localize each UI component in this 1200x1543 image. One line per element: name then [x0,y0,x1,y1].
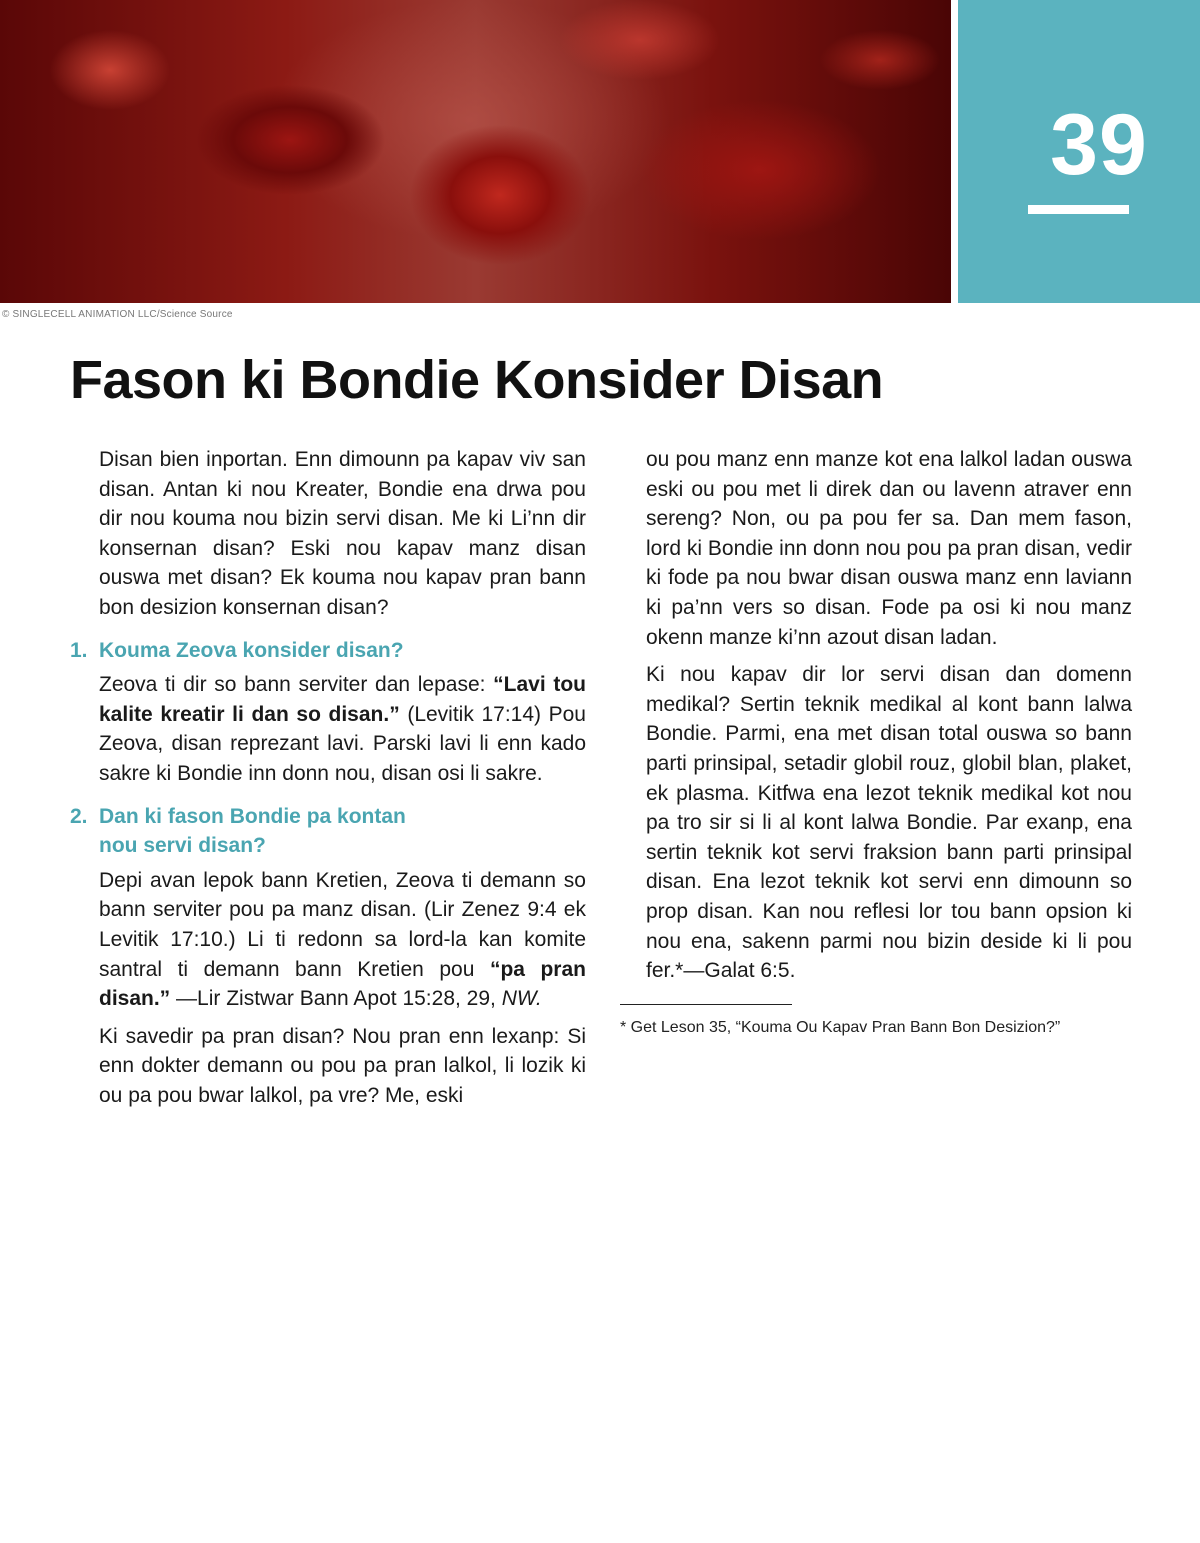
chapter-underline [1028,205,1129,214]
section-2-ref: NW. [501,987,542,1011]
section-1-text-b: (Levitik 17:14) Pou Zeova, disan reprezant lavi. Parski lavi li enn kado sakre ki Bondie inn donn nou, disan osi li sakre. [99,702,586,785]
section-2-paragraph-2: Ki savedir pa pran disan? Nou pran enn lexanp: Si enn dokter demann ou pou pa pran lalkol, li lozik ki ou pa pou bwar lalkol, pa vre? Me, eski [99,1024,586,1107]
intro-paragraph: Disan bien inportan. Enn dimounn pa kapav viv san disan. Antan ki nou Kreater, Bondie ena drwa pou dir nou kouma nou bizin servi disan. Me ki Li’nn dir konsernan disan? Eski nou kapav manz disan ouswa met disan? Ek kouma nou kapav pran bann bon desizion konsernan disan? [99,448,586,619]
section-1-quote: “Lavi tou kalite kreatir li dan so disan.” [99,673,586,726]
section-2-paragraph-3: Ki nou kapav dir lor servi disan dan domenn medikal? Sertin teknik medikal al kont bann lalwa Bondie. Parmi, ena met disan total ouswa so bann parti prinsipal, setadir globil rouz, globil blan, plaket, ek plasma. Kitfwa ena lezot teknik medikal kot nou pa tro sir si li al kont lalwa Bondie. Par exanp, ena sertin teknik kot servi fraksion bann parti prinsipal disan. Ena lezot teknik kot servi enn dimounn so prop disan. Kan nou reflesi lor tou bann opsion ki nou ena, sakenn parmi nou bizin deside ki li pou fer.*—Galat 6:5. [646,663,1132,983]
footnote: * Get Leson 35, “Kouma Ou Kapav Pran Bann Bon Desizion?” [620,1018,1061,1036]
question-1 [70,636,586,666]
section-2-quote: “pa pran disan.” [99,957,586,1011]
image-credit: © SINGLECELL ANIMATION LLC/Science Source [2,309,233,320]
question-2 [70,802,586,861]
section-2-paragraph-2-continued: ou pou manz enn manze kot ena lalkol ladan ouswa eski ou pou met li direk dan ou lavenn atraver enn sereng? Non, ou pa pou fer sa. Dan mem fason, lord ki Bondie inn donn nou pou pa pran disan, vedir ki fode pa nou bwar disan ouswa manz enn laviann ki pa’nn vers so disan. Fode pa osi ki nou manz okenn manze ki’nn azout disan ladan. [646,448,1132,649]
chapter-number: 39 [1050,97,1148,193]
section-1-paragraph [70,670,586,788]
footnote-divider [620,1004,792,1005]
right-column [620,445,1132,1039]
question-1-number: 1. [70,638,88,662]
section-2-paragraph-1 [70,866,586,1014]
section-2-text-b: —Lir Zistwar Bann Apot 15:28, 29, [170,987,502,1011]
left-column [70,445,586,1118]
page-title: Fason ki Bondie Konsider Disan [70,350,884,410]
question-2-number: 2. [70,804,88,828]
section-2-text-a: Depi avan lepok bann Kretien, Zeova ti demann so bann serviter pou pa manz disan. (Lir Zenez 9:4 ek Levitik 17:10.) Li ti redonn sa lord-la kan komite santral ti demann bann Kretien pou [99,868,586,981]
question-1-text: Kouma Zeova konsider disan? [99,638,404,662]
question-2-text: Dan ki fason Bondie pa kontan nou servi disan? [99,804,406,858]
section-1-text-a: Zeova ti dir so bann serviter dan lepase: [99,673,494,697]
chapter-badge [958,0,1200,303]
blood-cells-photo [0,0,951,303]
